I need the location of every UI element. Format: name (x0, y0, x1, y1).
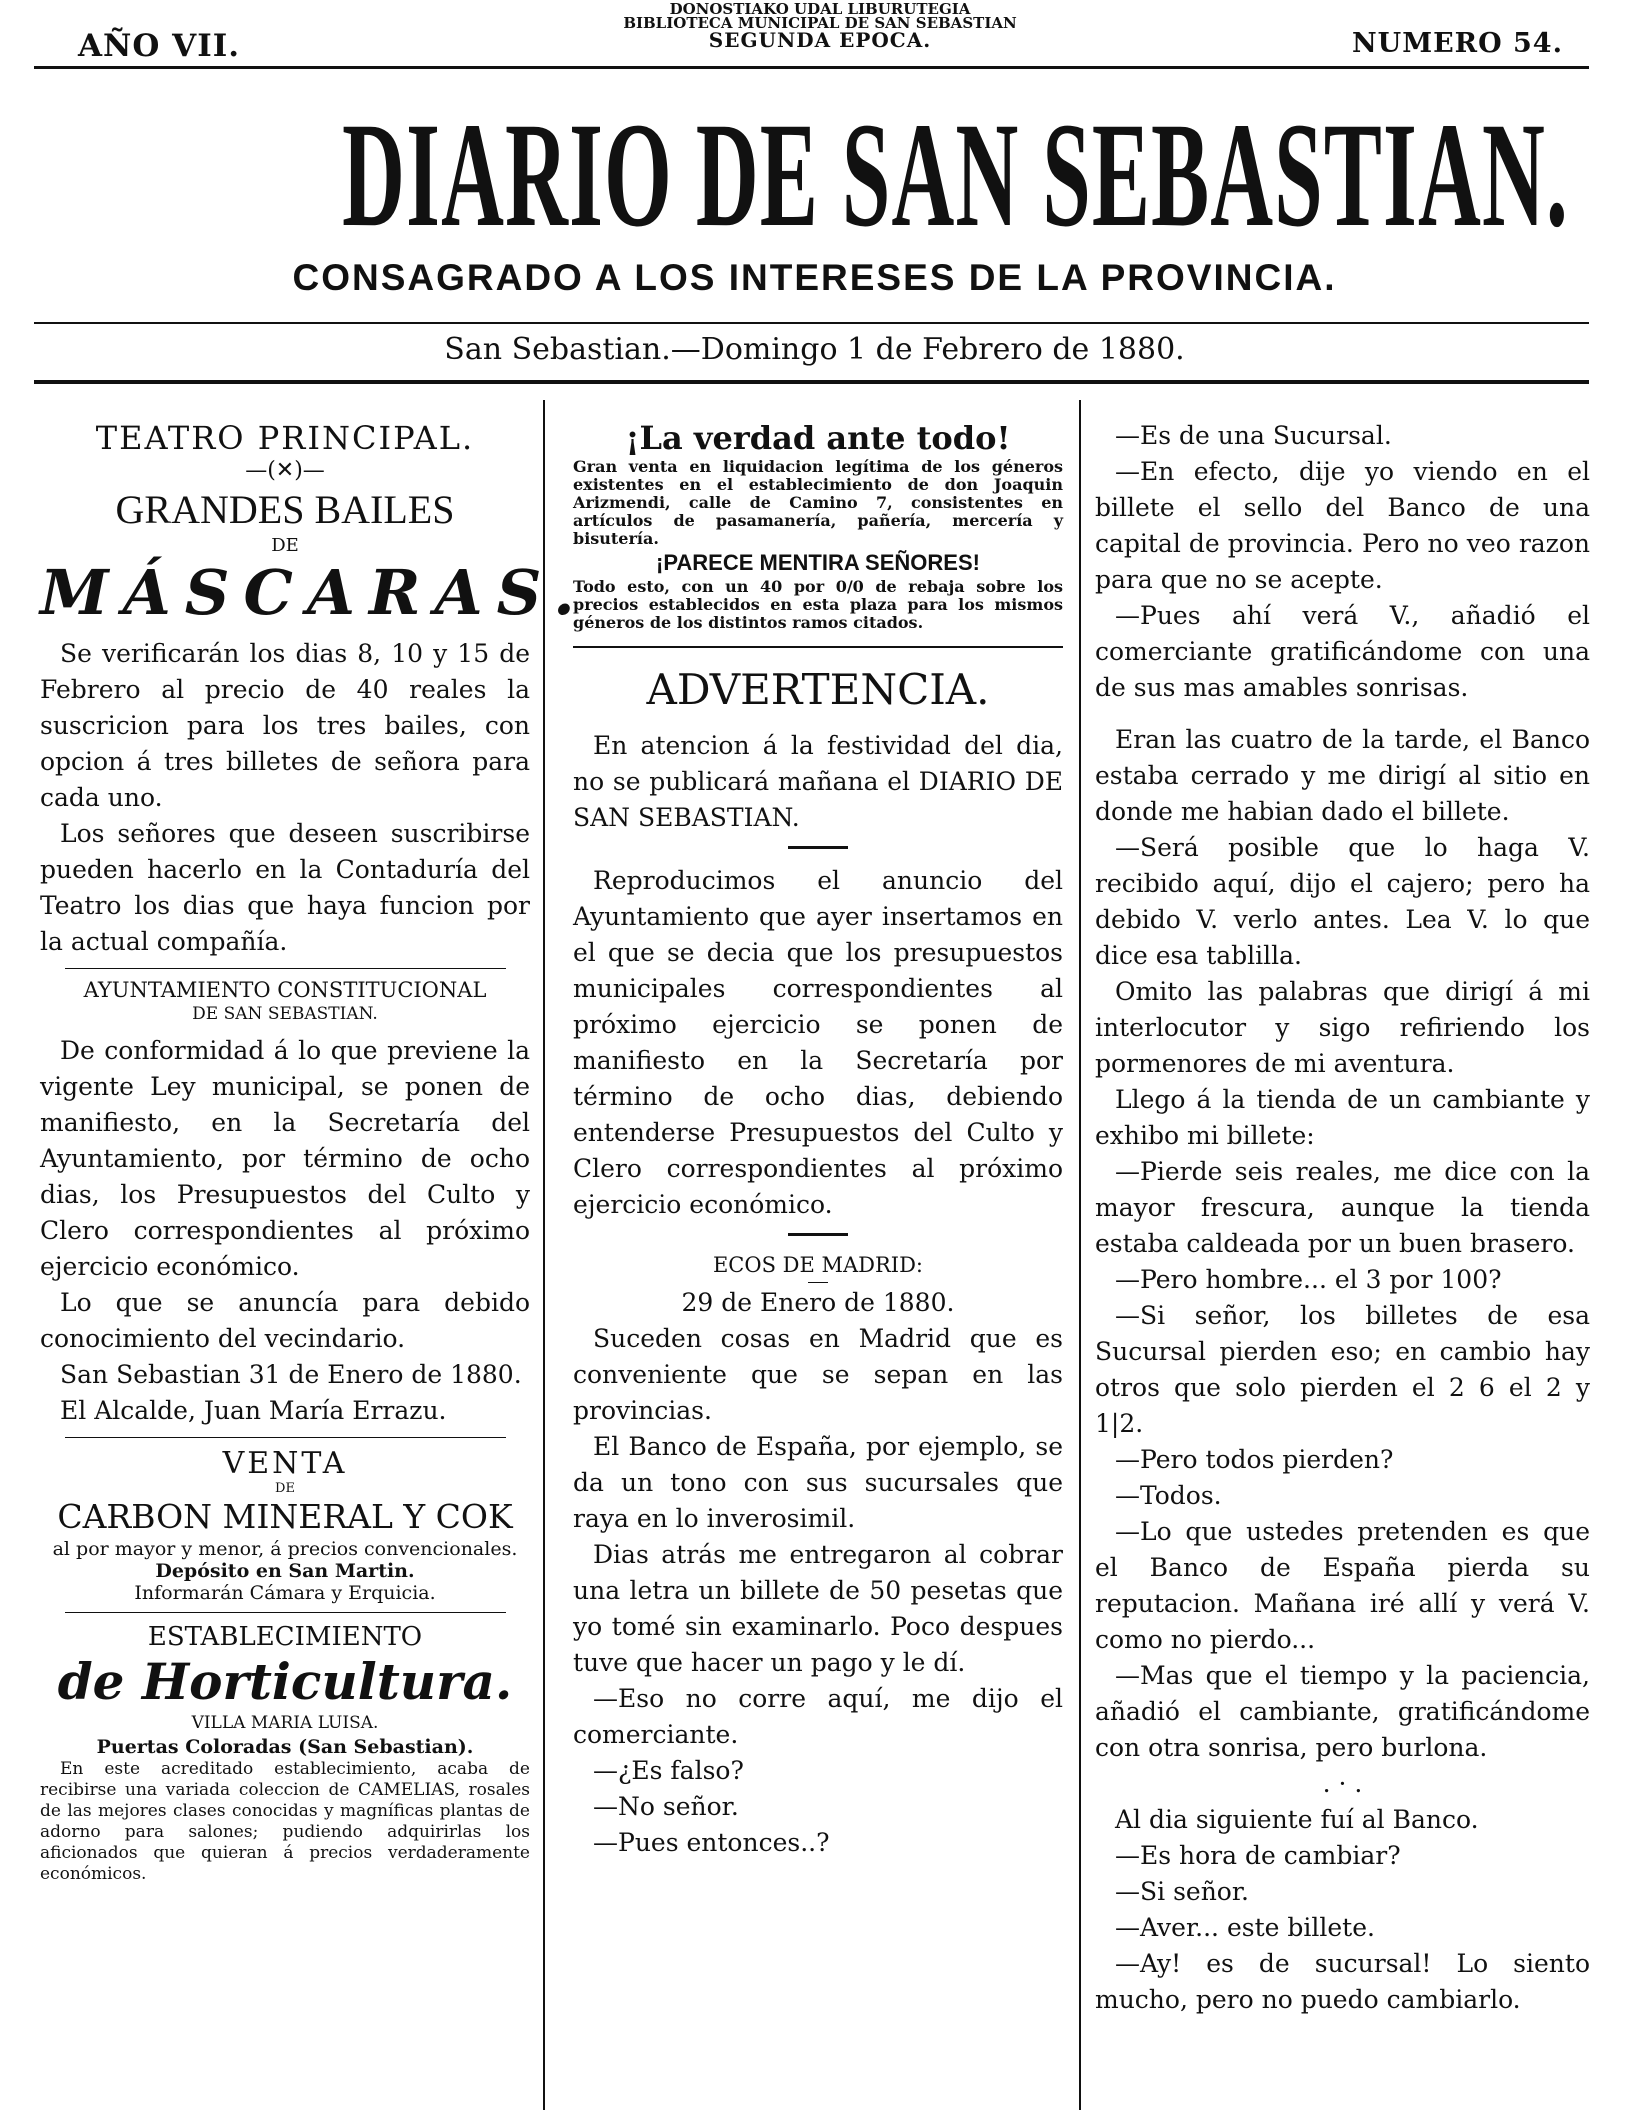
separator (65, 968, 506, 969)
venta-de: DE (275, 1481, 295, 1496)
dateline-rule-top (34, 322, 1589, 324)
story-line-11: —Pero todos pierden? (1115, 1445, 1394, 1474)
ornament: —(✕)— (245, 458, 325, 483)
story-line-17: —Si señor. (1115, 1877, 1249, 1906)
ayto-paragraph-3: San Sebastian 31 de Enero de 1880. (60, 1360, 522, 1389)
ayto-paragraph-4: El Alcalde, Juan María Errazu. (60, 1396, 447, 1425)
carbon-line-1: al por mayor y menor, á precios convencionales. (52, 1538, 518, 1560)
story-line-16: —Es hora de cambiar? (1115, 1841, 1401, 1870)
horticultura-title: de Horticultura. (57, 1652, 513, 1711)
separator (573, 646, 1063, 648)
ecos-paragraph-7: —Pues entonces..? (593, 1828, 830, 1857)
carbon-line-2: Depósito en San Martin. (155, 1560, 415, 1582)
verdad-text: Gran venta en liquidacion legítima de los géneros existentes en el establecimiento de don Joaquin Arizmendi, calle de Camino 7, consistentes en artículos de pasamanería, pañería, mercería y bisutería. (573, 457, 1063, 548)
horticultura-text: En este acreditado establecimiento, acaba de recibirse una variada coleccion de CAMELIAS, rosales de las mejores clases conocidas y magníficas plantas de adorno para salones; pudiendo adquirirlas los aficionados que quieran á precios verdaderamente económicos. (40, 1759, 530, 1884)
epoch-label: SEGUNDA EPOCA. (708, 28, 932, 52)
story-line-15: Al dia siguiente fuí al Banco. (1115, 1805, 1479, 1834)
story-line-8: —Pierde seis reales, me dice con la mayor frescura, aunque la tienda estaba caldeada por un buen brasero. (1095, 1157, 1590, 1258)
story-line-1: —Es de una Sucursal. (1115, 421, 1392, 450)
subtitle: CONSAGRADO A LOS INTERESES DE LA PROVINCIA. (292, 257, 1337, 298)
ecos-date: 29 de Enero de 1880. (681, 1288, 955, 1317)
separator (65, 1437, 506, 1438)
column-rule-1 (543, 400, 545, 2110)
mascaras-title: MÁSCARAS. (40, 556, 589, 629)
carbon-title: CARBON MINERAL Y COK (57, 1497, 513, 1536)
column-2 (573, 418, 1063, 1861)
ecos-paragraph-2: El Banco de España, por ejemplo, se da un tono con sus sucursales que raya en lo inverosimil. (573, 1432, 1063, 1533)
divider (788, 846, 848, 849)
story-line-18: —Aver... este billete. (1115, 1913, 1375, 1942)
separator (65, 1612, 506, 1613)
story-line-3: —Pues ahí verá V., añadió el comerciante gratificándome con una de sus mas amables sonrisas. (1095, 601, 1590, 702)
venta-title: VENTA (222, 1446, 348, 1481)
dateline: San Sebastian.—Domingo 1 de Febrero de 1880. (444, 332, 1185, 367)
verdad-title: ¡La verdad ante todo! (625, 419, 1011, 457)
estab-title: ESTABLECIMIENTO (147, 1622, 423, 1652)
teatro-title: TEATRO PRINCIPAL. (95, 419, 475, 457)
story-line-12: —Todos. (1115, 1481, 1222, 1510)
teatro-paragraph-1: Se verificarán los dias 8, 10 y 15 de Febrero al precio de 40 reales la suscricion para los tres bailes, con opcion á tres billetes de señora para cada uno. (40, 639, 530, 812)
advertencia-paragraph-2: Reproducimos el anuncio del Ayuntamiento que ayer insertamos en el que se decia que los presupuestos municipales correspondientes al próximo ejercicio se ponen de manifiesto en la Secretaría por término de ocho dias, debiendo entenderse Presupuestos del Culto y Clero correspondientes al próximo ejercicio económico. (573, 866, 1063, 1219)
puertas-label: Puertas Coloradas (San Sebastian). (96, 1736, 474, 1758)
ecos-title: ECOS DE MADRID: (712, 1253, 924, 1277)
story-line-19: —Ay! es de sucursal! Lo siento mucho, pero no puedo cambiarlo. (1095, 1949, 1590, 2014)
carbon-line-3: Informarán Cámara y Erquicia. (134, 1582, 436, 1604)
story-line-14: —Mas que el tiempo y la paciencia, añadió el cambiante, gratificándome con otra sonrisa, pero burlona. (1095, 1661, 1590, 1762)
parece-text: Todo esto, con un 40 por 0/0 de rebaja sobre los precios establecidos en esta plaza para los mismos géneros de los distintos ramos citados. (573, 577, 1063, 632)
library-stamp (600, 2, 1040, 50)
villa-label: VILLA MARIA LUISA. (191, 1713, 379, 1733)
masthead: DIARIO DE SAN SEBASTIAN. (342, 92, 1569, 258)
ecos-paragraph-5: —¿Es falso? (593, 1756, 744, 1785)
ecos-paragraph-3: Dias atrás me entregaron al cobrar una letra un billete de 50 pesetas que yo tomé sin examinarlo. Poco despues tuve que hacer un pago y le dí. (573, 1540, 1063, 1677)
advertencia-title: ADVERTENCIA. (646, 665, 990, 714)
ecos-paragraph-6: —No señor. (593, 1792, 739, 1821)
column-3 (1095, 418, 1590, 2018)
divider (788, 1233, 848, 1236)
column-rule-2 (1079, 400, 1081, 2110)
library-line-2: BIBLIOTECA MUNICIPAL DE SAN SEBASTIAN (623, 14, 1017, 32)
dateline-rule-bottom (34, 380, 1589, 384)
dots-separator: . · . (1322, 1769, 1363, 1798)
ayto-paragraph-1: De conformidad á lo que previene la vigente Ley municipal, se ponen de manifiesto, en la Secretaría del Ayuntamiento, por término de ocho dias, los Presupuestos del Culto y Clero correspondientes al próximo ejercicio económico. (40, 1036, 530, 1281)
parece-title: ¡PARECE MENTIRA SEÑORES! (656, 550, 980, 575)
bailes-title: GRANDES BAILES (115, 487, 455, 532)
de-label: DE (271, 535, 299, 556)
advertencia-paragraph-1: En atencion á la festividad del dia, no se publicará mañana el DIARIO DE SAN SEBASTIAN. (573, 731, 1063, 832)
teatro-paragraph-2: Los señores que deseen suscribirse pueden hacerlo en la Contaduría del Teatro los dias que haya funcion por la actual compañía. (40, 819, 530, 956)
story-line-4: Eran las cuatro de la tarde, el Banco estaba cerrado y me dirigí al sitio en donde me habian dado el billete. (1095, 725, 1590, 826)
ecos-paragraph-4: —Eso no corre aquí, me dijo el comerciante. (573, 1684, 1063, 1749)
issue-number: NUMERO 54. (1351, 28, 1563, 59)
story-line-9: —Pero hombre... el 3 por 100? (1115, 1265, 1502, 1294)
story-line-7: Llego á la tienda de un cambiante y exhibo mi billete: (1095, 1085, 1590, 1150)
ayto-subtitle: DE SAN SEBASTIAN. (192, 1004, 378, 1024)
divider (808, 1282, 828, 1283)
story-line-6: Omito las palabras que dirigí á mi interlocutor y sigo refiriendo los pormenores de mi aventura. (1095, 977, 1590, 1078)
year-label: AÑO VII. (78, 28, 241, 64)
column-1 (40, 418, 589, 1885)
ayto-title: AYUNTAMIENTO CONSTITUCIONAL (83, 978, 487, 1002)
header-rule (34, 66, 1589, 69)
story-line-2: —En efecto, dije yo viendo en el billete el sello del Banco de una capital de provincia. Pero no veo razon para que no se acepte. (1095, 457, 1590, 594)
library-line-1: DONOSTIAKO UDAL LIBURUTEGIA (669, 0, 971, 18)
ecos-paragraph-1: Suceden cosas en Madrid que es conveniente que se sepan en las provincias. (573, 1324, 1063, 1425)
ayto-paragraph-2: Lo que se anuncía para debido conocimiento del vecindario. (40, 1288, 530, 1353)
story-line-10: —Si señor, los billetes de esa Sucursal pierden eso; en cambio hay otros que solo pierden el 2 6 el 2 y 1|2. (1095, 1301, 1590, 1438)
story-line-13: —Lo que ustedes pretenden es que el Banco de España pierda su reputacion. Mañana iré allí y verá V. como no pierdo... (1095, 1517, 1590, 1654)
story-line-5: —Será posible que lo haga V. recibido aquí, dijo el cajero; pero ha debido V. verlo antes. Lea V. lo que dice esa tablilla. (1095, 833, 1590, 970)
